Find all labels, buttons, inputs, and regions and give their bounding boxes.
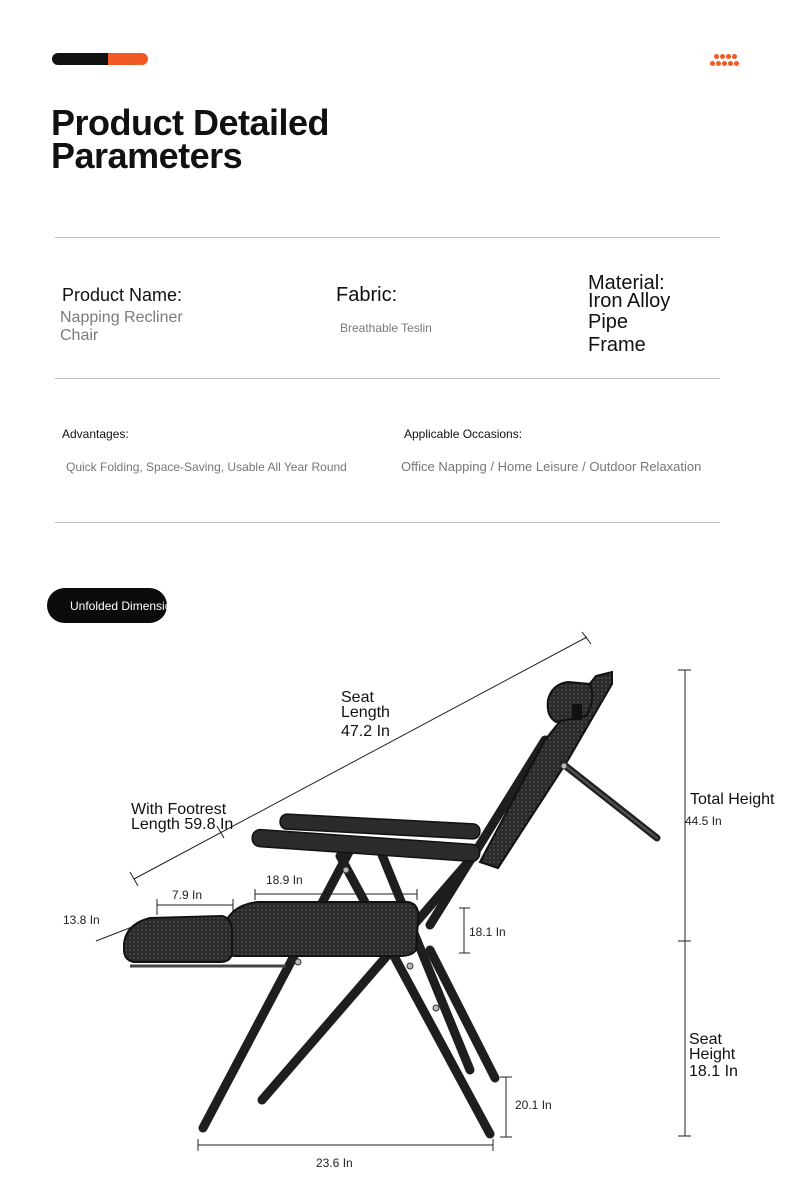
seat-width-label: 18.9 In: [266, 873, 303, 887]
material-value-line-1: Iron Alloy: [588, 290, 671, 312]
cushion-height-label: 18.1 In: [469, 925, 506, 939]
product-name-value-line-2: Chair: [60, 327, 99, 344]
seat-height-label-line-1: Seat: [689, 1031, 722, 1048]
footrest-length-label: [131, 802, 233, 832]
total-height-value: 44.5 In: [685, 814, 722, 828]
leg-height-label: 20.1 In: [515, 1098, 552, 1112]
seat-length-label-line-3: 47.2 In: [341, 723, 390, 740]
footrest-length-label-line-2: Length 59.8 In: [131, 816, 234, 833]
footrest-cushion: [124, 916, 232, 962]
seat-cushion: [222, 902, 418, 956]
seat-height-label: [689, 1032, 738, 1079]
page-title-line-2: Parameters: [51, 135, 243, 176]
occasions-label: Applicable Occasions:: [404, 427, 523, 441]
headrest-pillow: [548, 682, 593, 722]
advantages-value: Quick Folding, Space-Saving, Usable All Year Round: [66, 460, 347, 474]
footrest-width-label: 7.9 In: [172, 888, 203, 902]
page-title-line-1: Product Detailed: [51, 102, 330, 143]
unfolded-dimensions-label: Unfolded Dimensions: [70, 599, 185, 613]
advantages-label: Advantages:: [62, 427, 129, 441]
seat-length-label-line-1: Seat: [341, 689, 374, 706]
footrest-height-label: 13.8 In: [63, 913, 100, 927]
material-label: Material:: [588, 272, 665, 294]
seat-height-label-line-3: 18.1 In: [689, 1063, 738, 1080]
product-name-value-line-1: Napping Recliner: [60, 309, 183, 326]
footrest-length-label-line-1: With Footrest: [131, 801, 227, 818]
seat-height-label-line-2: Height: [689, 1046, 736, 1063]
material-value-line-3: Frame: [588, 334, 646, 356]
fabric-label: Fabric:: [336, 284, 398, 306]
fabric-value: Breathable Teslin: [340, 321, 432, 335]
seat-length-label-line-2: Length: [341, 704, 390, 721]
product-name-label: Product Name:: [62, 285, 183, 305]
seat-length-label: [341, 690, 390, 739]
base-depth-label: 23.6 In: [316, 1156, 353, 1170]
material-value-line-2: Pipe: [588, 311, 629, 333]
total-height-label: Total Height: [690, 791, 775, 808]
occasions-value: Office Napping / Home Leisure / Outdoor Relaxation: [401, 459, 702, 474]
